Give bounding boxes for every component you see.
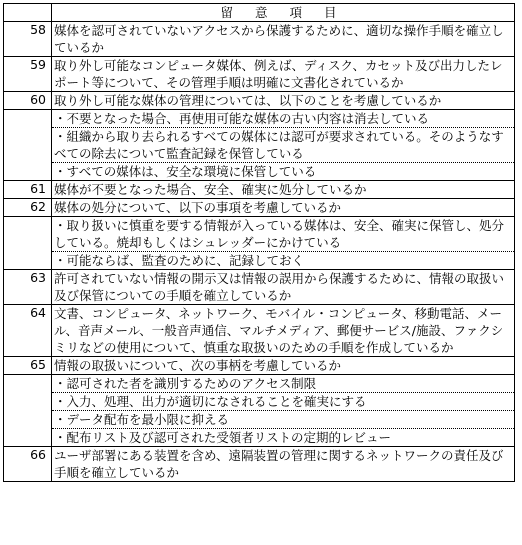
checklist-table [3, 3, 515, 482]
item-row [4, 199, 515, 217]
item-row [4, 270, 515, 305]
item-text-cell [52, 22, 515, 57]
item-number: 59 [4, 57, 52, 92]
sub-item-cell [52, 110, 515, 181]
sub-item: ・入力、処理、出力が適切になされることを確実にする [52, 392, 514, 410]
item-number: 63 [4, 270, 52, 305]
item-text: 媒体を認可されていないアクセスから保護するために、適切な操作手順を確立しているか [54, 23, 504, 55]
item-text-cell [52, 305, 515, 357]
item-row [4, 57, 515, 92]
item-text: 許可されていない情報の開示又は情報の誤用から保護するために、情報の取扱い及び保管についての手順を確立しているか [54, 271, 505, 303]
item-text-cell [52, 447, 515, 482]
item-text: 情報の取扱いについて、次の事柄を考慮しているか [54, 358, 342, 373]
sub-item-cell [52, 217, 515, 270]
item-row [4, 447, 515, 482]
sub-item: ・組織から取り去られるすべての媒体には認可が要求されている。そのようなすべての除去について監査記録を保管している [52, 127, 514, 162]
empty-number-cell [4, 217, 52, 270]
sub-item: ・認可された者を識別するためのアクセス制限 [54, 376, 317, 391]
item-row [4, 305, 515, 357]
item-text: 媒体の処分について、以下の事項を考慮しているか [54, 200, 342, 215]
item-text-cell [52, 270, 515, 305]
item-text: ユーザ部署にある装置を含め、遠隔装置の管理に関するネットワークの責任及び手順を確立しているか [54, 448, 504, 480]
item-text-cell [52, 199, 515, 217]
item-number: 60 [4, 92, 52, 110]
item-number: 62 [4, 199, 52, 217]
item-row [4, 181, 515, 199]
sub-item-row [4, 375, 515, 447]
header-title: 留 意 項 目 [52, 4, 515, 22]
item-text: 取り外し可能な媒体の管理については、以下のことを考慮しているか [54, 93, 442, 108]
item-text-cell [52, 357, 515, 375]
item-row [4, 22, 515, 57]
sub-item: ・データ配布を最小限に抑える [52, 410, 514, 428]
sub-item-row [4, 110, 515, 181]
item-row [4, 92, 515, 110]
item-text-cell [52, 181, 515, 199]
sub-item: ・可能ならば、監査のために、記録しておく [52, 251, 514, 269]
sub-item: ・不要となった場合、再使用可能な媒体の古い内容は消去している [54, 111, 430, 126]
header-number-cell [4, 4, 52, 22]
header-row [4, 4, 515, 22]
empty-number-cell [4, 110, 52, 181]
item-number: 66 [4, 447, 52, 482]
sub-item-cell [52, 375, 515, 447]
item-row [4, 357, 515, 375]
item-text: 取り外し可能なコンピュータ媒体、例えば、ディスク、カセット及び出力したレポート等について、その管理手順は明確に文書化されているか [54, 58, 503, 90]
sub-item-row [4, 217, 515, 270]
item-text: 文書、コンピュータ、ネットワーク、モバイル・コンピュータ、移動電話、メール、音声メール、一般音声通信、マルチメディア、郵便サービス/施設、ファクシミリなどの使用について、慎重な取扱いのための手順を作成しているか [54, 306, 504, 355]
item-text-cell [52, 57, 515, 92]
sub-item: ・取り扱いに慎重を要する情報が入っている媒体は、安全、確実に保管し、処分している。焼却もしくはシュレッダーにかけている [54, 218, 505, 250]
item-text-cell [52, 92, 515, 110]
item-number: 64 [4, 305, 52, 357]
item-number: 61 [4, 181, 52, 199]
item-number: 58 [4, 22, 52, 57]
sub-item: ・配布リスト及び認可された受領者リストの定期的レビュー [52, 428, 514, 446]
item-text: 媒体が不要となった場合、安全、確実に処分しているか [54, 182, 367, 197]
item-number: 65 [4, 357, 52, 375]
empty-number-cell [4, 375, 52, 447]
sub-item: ・すべての媒体は、安全な環境に保管している [52, 162, 514, 180]
